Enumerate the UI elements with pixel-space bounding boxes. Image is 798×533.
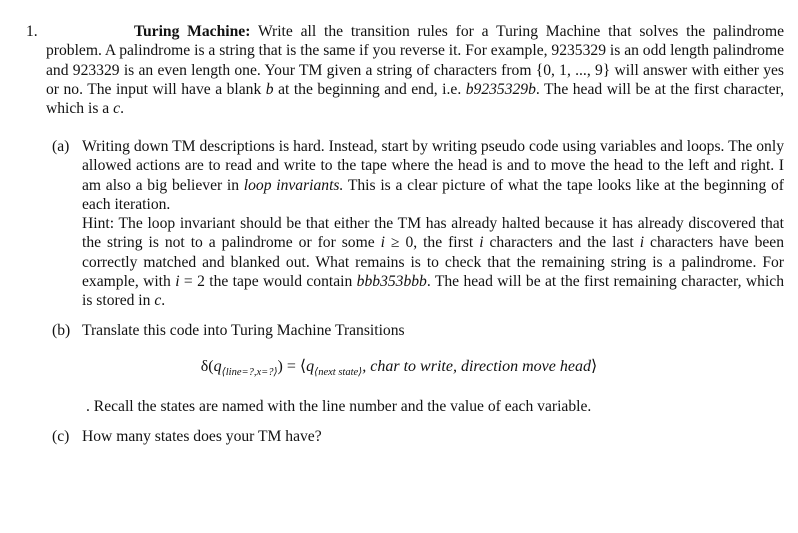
hint-text-2: ≥ 0, the first — [384, 234, 480, 252]
state-q: q — [213, 358, 222, 375]
next-state-q: q — [306, 358, 315, 375]
hint-text-4: characters have been correctly matched and blanked out. What remains is to check that the remaining string is a palindrome. For example, with — [82, 234, 785, 291]
question-number: 1. — [26, 23, 38, 40]
part-c — [52, 427, 784, 446]
loop-invariants-emphasis: loop invariants. — [243, 176, 344, 194]
part-b-label: (b) — [52, 322, 71, 339]
transition-formula — [0, 357, 798, 382]
hint-text-3: characters and the last — [483, 234, 640, 252]
part-a-text: Writing down TM descriptions is hard. Instead, start by writing pseudo code using variables and loops. The only allowed actions are to read and write to the tape where the head is and to move the head to the left and right. I am also a big believer in — [82, 138, 784, 194]
var-i: i — [479, 234, 484, 252]
blank-symbol: b — [265, 80, 274, 98]
var-i: i — [175, 273, 180, 291]
hint-period: . — [161, 292, 166, 310]
intro-text: Write all the transition rules for a Turing Machine that solves the palindrome problem. A palindrome is a string that is the same if you reverse it. For example, 9235329 is an odd length palindrome and 923329 is an even length one. Your TM given a string of characters from — [46, 23, 784, 79]
part-a-text-2: This is a clear picture of what the tape looks like at the beginning of each iteration. — [82, 176, 784, 213]
var-i: i — [639, 234, 645, 252]
formula-rest: , char to write, direction move head — [362, 358, 591, 375]
tape-example: bbb353bbb — [356, 273, 427, 291]
intro-lead — [46, 23, 134, 40]
state-subscript: ⟨line=?,x=?⟩ — [221, 367, 278, 378]
formula-close: ⟩ — [590, 358, 598, 375]
intro-text-3: at the beginning and end, i.e. — [273, 80, 466, 98]
part-b-text: Translate this code into Turing Machine Transitions — [82, 322, 405, 339]
digit-set: {0, 1, ..., 9} — [535, 61, 611, 79]
var-i: i — [380, 234, 385, 252]
part-a-body — [82, 137, 784, 311]
formula-equals: ) = ⟨ — [277, 358, 307, 375]
part-c-text: How many states does your TM have? — [82, 428, 322, 445]
hint-text: Hint: The loop invariant should be that either the TM has already halted because it has already discovered that the string is not to a palindrome or for some — [82, 215, 784, 252]
recall-note: . Recall the states are named with the line number and the value of each variable. — [86, 398, 592, 415]
intro-period: . — [120, 100, 124, 118]
intro-text-2: will answer with either yes or no. The input will have a blank — [46, 61, 784, 98]
hint-text-6: . The head will be at the first remaining character, which is stored in — [82, 273, 785, 310]
question-intro — [46, 22, 784, 118]
next-state-subscript: ⟨next state⟩ — [314, 367, 363, 378]
example-tape: b9235329b — [465, 80, 536, 98]
hint-text-5: = 2 the tape would contain — [179, 273, 357, 291]
question-title: Turing Machine: — [134, 23, 251, 40]
char-variable: c — [113, 100, 121, 118]
part-b — [52, 321, 784, 340]
intro-text-4: . The head will be at the first character, which is a — [46, 80, 784, 118]
part-a-label: (a) — [52, 138, 70, 155]
char-variable: c — [154, 292, 162, 310]
delta-symbol: δ( — [200, 358, 214, 375]
part-c-label: (c) — [52, 428, 70, 445]
part-a — [52, 137, 784, 311]
